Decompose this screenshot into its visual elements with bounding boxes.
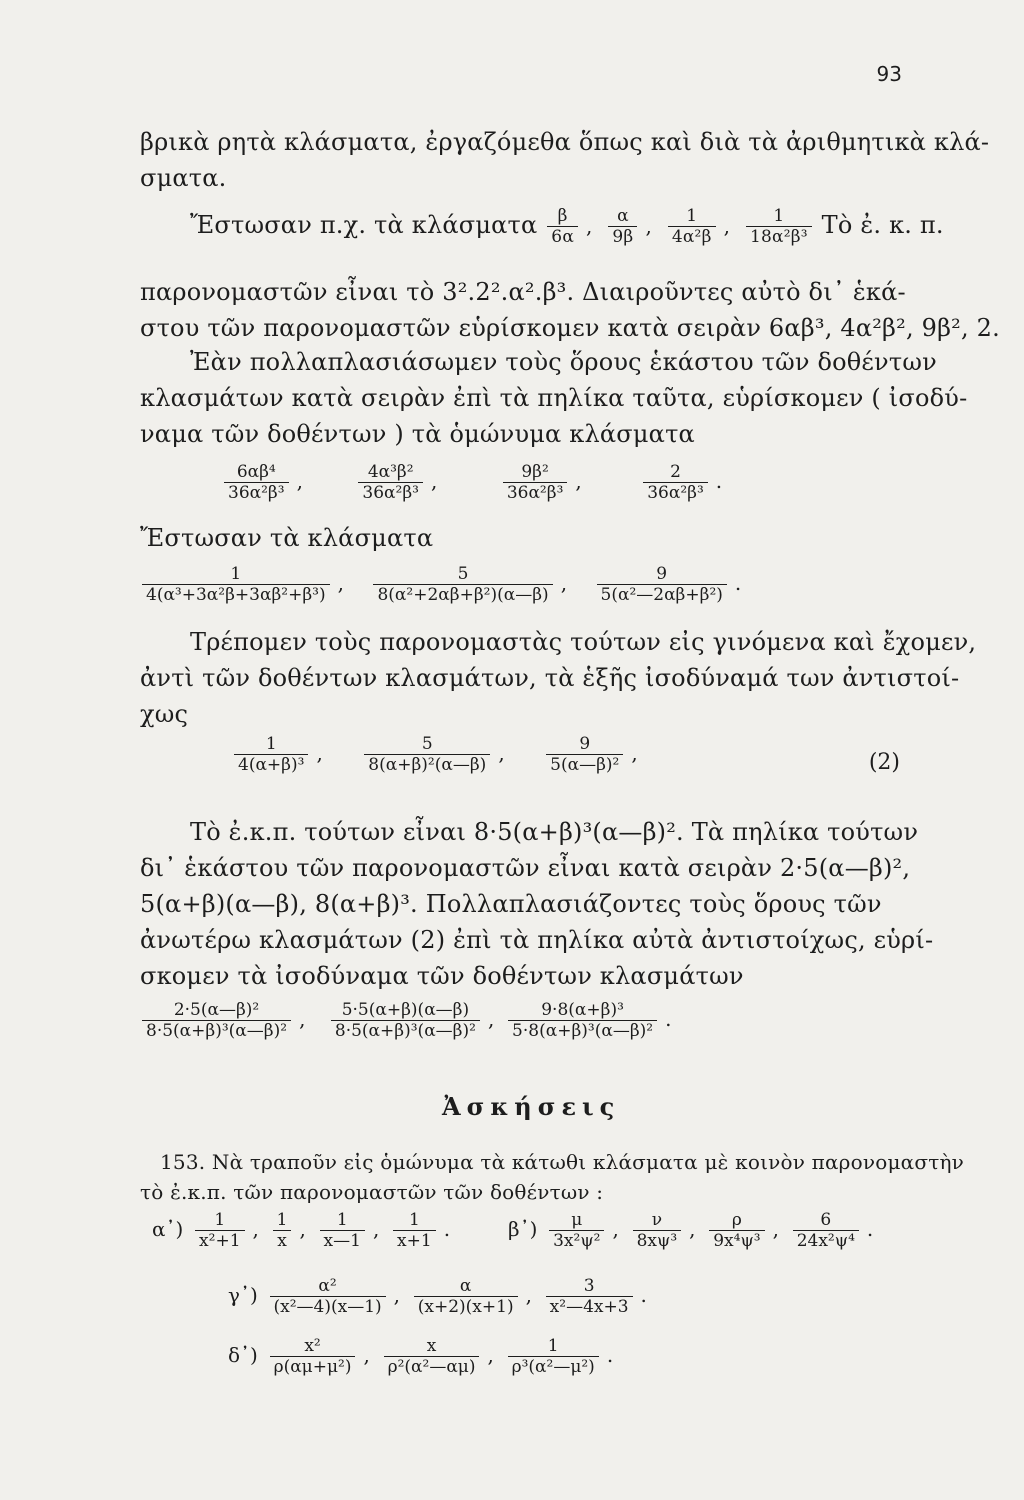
numerator: 1 bbox=[336, 1210, 348, 1230]
numerator: β bbox=[557, 206, 568, 226]
numerator: 1 bbox=[276, 1210, 288, 1230]
denominator: x²—4x+3 bbox=[546, 1296, 633, 1317]
section-heading: Ἀσκήσεις bbox=[442, 1092, 621, 1121]
denominator: ρ³(α²—μ²) bbox=[508, 1356, 599, 1377]
fraction bbox=[234, 734, 308, 775]
fraction bbox=[668, 206, 716, 247]
numerator: 9 bbox=[656, 564, 668, 584]
denominator: 36α²β³ bbox=[224, 482, 289, 503]
denominator: (x+2)(x+1) bbox=[414, 1296, 518, 1317]
text-line: σκομεν τὰ ἰσοδύναμα τῶν δοθέντων κλασμάτων bbox=[140, 962, 744, 990]
numerator: 1 bbox=[408, 1210, 420, 1230]
fraction bbox=[793, 1210, 859, 1251]
fraction bbox=[503, 462, 568, 503]
fraction bbox=[414, 1276, 518, 1317]
text-line: χως bbox=[140, 700, 189, 728]
fraction bbox=[384, 1336, 480, 1377]
denominator: ρ(αμ+μ²) bbox=[270, 1356, 356, 1377]
denominator: 5(α²—2αβ+β²) bbox=[597, 584, 727, 605]
fraction bbox=[547, 206, 578, 247]
fraction bbox=[549, 1210, 604, 1251]
exercise-part-b: β᾽) $\frac{\mu}{\text{3x²ψ²}}$ , $\frac{\nu}{\text{8xψ³}}$ , $\frac{\rho}{\text{9x⁴ψ³}}$ , $\frac{6}{\text{24x²ψ⁴}}$ . bbox=[508, 1210, 874, 1251]
numerator: α bbox=[617, 206, 629, 226]
numerator: 9 bbox=[579, 734, 591, 754]
numerator: 5 bbox=[421, 734, 433, 754]
text-line: δι᾽ ἑκάστου τῶν παρονομαστῶν εἶναι κατὰ σειρὰν 2·5(α—β)², bbox=[140, 854, 911, 882]
fraction bbox=[597, 564, 727, 605]
fraction bbox=[195, 1210, 244, 1251]
denominator: 4(α+β)³ bbox=[234, 754, 308, 775]
numerator: ρ bbox=[731, 1210, 742, 1230]
denominator: 4(α³+3α²β+3αβ²+β³) bbox=[142, 584, 330, 605]
numerator: 1 bbox=[773, 206, 785, 226]
fraction bbox=[546, 734, 623, 775]
equation-label: (2) bbox=[868, 750, 900, 775]
denominator: 3x²ψ² bbox=[549, 1230, 604, 1251]
fraction bbox=[320, 1210, 365, 1251]
fraction bbox=[393, 1210, 436, 1251]
fraction bbox=[142, 1000, 291, 1041]
text-line: βρικὰ ρητὰ κλάσματα, ἐργαζόμεθα ὅπως καὶ διὰ τὰ ἀριθμητικὰ κλά- bbox=[140, 128, 990, 156]
numerator: 1 bbox=[230, 564, 242, 584]
denominator: 5·8(α+β)³(α—β)² bbox=[508, 1020, 657, 1041]
text-line: ἀντὶ τῶν δοθέντων κλασμάτων, τὰ ἑξῆς ἰσοδύναμά των ἀντιστοί- bbox=[140, 664, 960, 692]
denominator: 36α²β³ bbox=[643, 482, 708, 503]
denominator: 8(α²+2αβ+β²)(α—β) bbox=[373, 584, 552, 605]
fraction bbox=[224, 462, 289, 503]
fraction bbox=[358, 462, 423, 503]
part-label: α᾽) bbox=[152, 1216, 184, 1241]
denominator: (x²—4)(x—1) bbox=[270, 1296, 386, 1317]
numerator: α² bbox=[318, 1276, 337, 1296]
denominator: x²+1 bbox=[195, 1230, 244, 1251]
fraction bbox=[643, 462, 708, 503]
fraction bbox=[142, 564, 330, 605]
fraction bbox=[373, 564, 552, 605]
numerator: 1 bbox=[547, 1336, 559, 1356]
numerator: 6 bbox=[820, 1210, 832, 1230]
numerator: 9β² bbox=[521, 462, 549, 482]
text-line-fractions: Ἔστωσαν π.χ. τὰ κλάσματα $\frac{\beta}{6\alpha}$ , $\frac{\alpha}{9\beta}$ , $\frac{1}{\text{4α²β}}$ , $\frac{1}{\text{18α²β³}}$ Τὸ ἐ. κ. π. bbox=[190, 206, 944, 247]
fraction-row: $\frac{1}{\text{4(α+β)³}}$ , $\frac{5}{\text{8(α+β)²(α—β)}}$ , $\frac{9}{\text{5(α—β)²}}$ , bbox=[232, 734, 644, 775]
fraction bbox=[270, 1336, 356, 1377]
fraction bbox=[364, 734, 490, 775]
fraction bbox=[273, 1210, 292, 1251]
numerator: μ bbox=[571, 1210, 583, 1230]
numerator: 2·5(α—β)² bbox=[173, 1000, 260, 1020]
text-line: Ἔστωσαν τὰ κλάσματα bbox=[140, 524, 434, 552]
numerator: x² bbox=[304, 1336, 321, 1356]
denominator: x—1 bbox=[320, 1230, 365, 1251]
text-line: κλασμάτων κατὰ σειρὰν ἐπὶ τὰ πηλίκα ταῦτα, εὑρίσκομεν ( ἰσοδύ- bbox=[140, 384, 968, 412]
numerator: 1 bbox=[214, 1210, 226, 1230]
denominator: 9β bbox=[608, 226, 637, 247]
numerator: x bbox=[426, 1336, 437, 1356]
denominator: 8·5(α+β)³(α—β)² bbox=[331, 1020, 480, 1041]
numerator: 2 bbox=[670, 462, 681, 482]
denominator: 4α²β bbox=[668, 226, 716, 247]
fraction bbox=[746, 206, 812, 247]
fraction bbox=[331, 1000, 480, 1041]
exercise-part-c: γ᾽) $\frac{\text{α²}}{\text{(x²—4)(x—1)}}$ , $\frac{\alpha}{(x+2)(x+1)}$ , $\frac{3}{\text{x²—4x+3}}$ . bbox=[228, 1276, 647, 1317]
text-line: 5(α+β)(α—β), 8(α+β)³. Πολλαπλασιάζοντες τοὺς ὅρους τῶν bbox=[140, 890, 882, 918]
denominator: ρ²(α²—αμ) bbox=[384, 1356, 480, 1377]
text-line: Ἐὰν πολλαπλασιάσωμεν τοὺς ὅρους ἑκάστου τῶν δοθέντων bbox=[190, 348, 937, 376]
denominator: x bbox=[273, 1230, 291, 1251]
fraction bbox=[633, 1210, 682, 1251]
denominator: 8·5(α+β)³(α—β)² bbox=[142, 1020, 291, 1041]
numerator: 5 bbox=[457, 564, 469, 584]
part-label: δ᾽) bbox=[228, 1342, 258, 1367]
exercise-part-a: α᾽) $\frac{1}{\text{x²+1}}$ , $\frac{1}{x}$ , $\frac{1}{x—1}$ , $\frac{1}{x+1}$ . bbox=[152, 1210, 451, 1251]
page-number: 93 bbox=[876, 62, 902, 86]
denominator: 9x⁴ψ³ bbox=[709, 1230, 764, 1251]
numerator: 3 bbox=[583, 1276, 595, 1296]
exercise-text: τὸ ἐ.κ.π. τῶν παρονομαστῶν τῶν δοθέντων : bbox=[140, 1180, 604, 1204]
denominator: 8xψ³ bbox=[633, 1230, 682, 1251]
fraction-row: $\frac{\text{2·5(α—β)²}}{\text{8·5(α+β)³(α—β)²}}$ , $\frac{5\cdot 5(\alpha+\beta)(\alpha—\beta)}{\text{8·5(α+β)³(α—β)²}}$ , $\frac{\text{9·8(α+β)³}}{\text{5·8(α+β)³(α—β)²}}$ . bbox=[140, 1000, 677, 1041]
fraction bbox=[709, 1210, 764, 1251]
fraction bbox=[508, 1000, 657, 1041]
numerator: 1 bbox=[265, 734, 277, 754]
denominator: 8(α+β)²(α—β) bbox=[364, 754, 490, 775]
text-line: ἀνωτέρω κλασμάτων (2) ἐπὶ τὰ πηλίκα αὐτὰ ἀντιστοίχως, εὑρί- bbox=[140, 926, 934, 954]
denominator: 36α²β³ bbox=[358, 482, 423, 503]
fraction bbox=[508, 1336, 599, 1377]
numerator: 6αβ⁴ bbox=[236, 462, 276, 482]
denominator: 18α²β³ bbox=[746, 226, 812, 247]
part-label: γ᾽) bbox=[228, 1282, 258, 1307]
fraction-row: $\frac{\text{6αβ⁴}}{\text{36α²β³}}$ , $\frac{\text{4α³β²}}{\text{36α²β³}}$ , $\frac{\text{9β²}}{\text{36α²β³}}$ , $\frac{2}{\text{36α²β³}}$ . bbox=[222, 462, 728, 503]
fraction bbox=[270, 1276, 386, 1317]
numerator: 5·5(α+β)(α—β) bbox=[341, 1000, 470, 1020]
numerator: ν bbox=[651, 1210, 663, 1230]
text-line: σματα. bbox=[140, 164, 227, 192]
text-line: Τρέπομεν τοὺς παρονομαστὰς τούτων εἰς γινόμενα καὶ ἔχομεν, bbox=[190, 628, 977, 656]
denominator: 24x²ψ⁴ bbox=[793, 1230, 859, 1251]
fraction bbox=[608, 206, 637, 247]
numerator: 9·8(α+β)³ bbox=[541, 1000, 624, 1020]
numerator: 1 bbox=[686, 206, 698, 226]
numerator: 4α³β² bbox=[367, 462, 414, 482]
fraction-row: $\frac{1}{\text{4(α³+3α²β+3αβ²+β³)}}$ , $\frac{5}{\text{8(α²+2αβ+β²)(α—β)}}$ , $\frac{9}{\text{5(α²—2αβ+β²)}}$ . bbox=[140, 564, 747, 605]
fraction bbox=[546, 1276, 633, 1317]
text-segment: Ἔστωσαν π.χ. τὰ κλάσματα bbox=[190, 211, 538, 239]
text-line: παρονομαστῶν εἶναι τὸ 3².2².α².β³. Διαιροῦντες αὐτὸ δι᾽ ἑκά- bbox=[140, 278, 906, 306]
part-label: β᾽) bbox=[508, 1216, 538, 1241]
denominator: 36α²β³ bbox=[503, 482, 568, 503]
denominator: x+1 bbox=[393, 1230, 436, 1251]
text-line: ναμα τῶν δοθέντων ) τὰ ὁμώνυμα κλάσματα bbox=[140, 420, 695, 448]
numerator: α bbox=[459, 1276, 472, 1296]
denominator: 5(α—β)² bbox=[546, 754, 623, 775]
exercise-part-d: δ᾽) $\frac{\text{x²}}{\text{ρ(αμ+μ²)}}$ , $\frac{x}{\text{ρ²(α²—αμ)}}$ , $\frac{1}{\text{ρ³(α²—μ²)}}$ . bbox=[228, 1336, 614, 1377]
text-line: Τὸ ἐ.κ.π. τούτων εἶναι 8·5(α+β)³(α—β)². Τὰ πηλίκα τούτων bbox=[190, 818, 919, 846]
text-line: στου τῶν παρονομαστῶν εὑρίσκομεν κατὰ σειρὰν 6αβ³, 4α²β², 9β², 2. bbox=[140, 314, 1000, 342]
text-segment: Τὸ ἐ. κ. π. bbox=[821, 211, 944, 239]
exercise-text: 153. Νὰ τραποῦν εἰς ὁμώνυμα τὰ κάτωθι κλάσματα μὲ κοινὸν παρονομαστὴν bbox=[160, 1150, 965, 1174]
denominator: 6α bbox=[547, 226, 578, 247]
